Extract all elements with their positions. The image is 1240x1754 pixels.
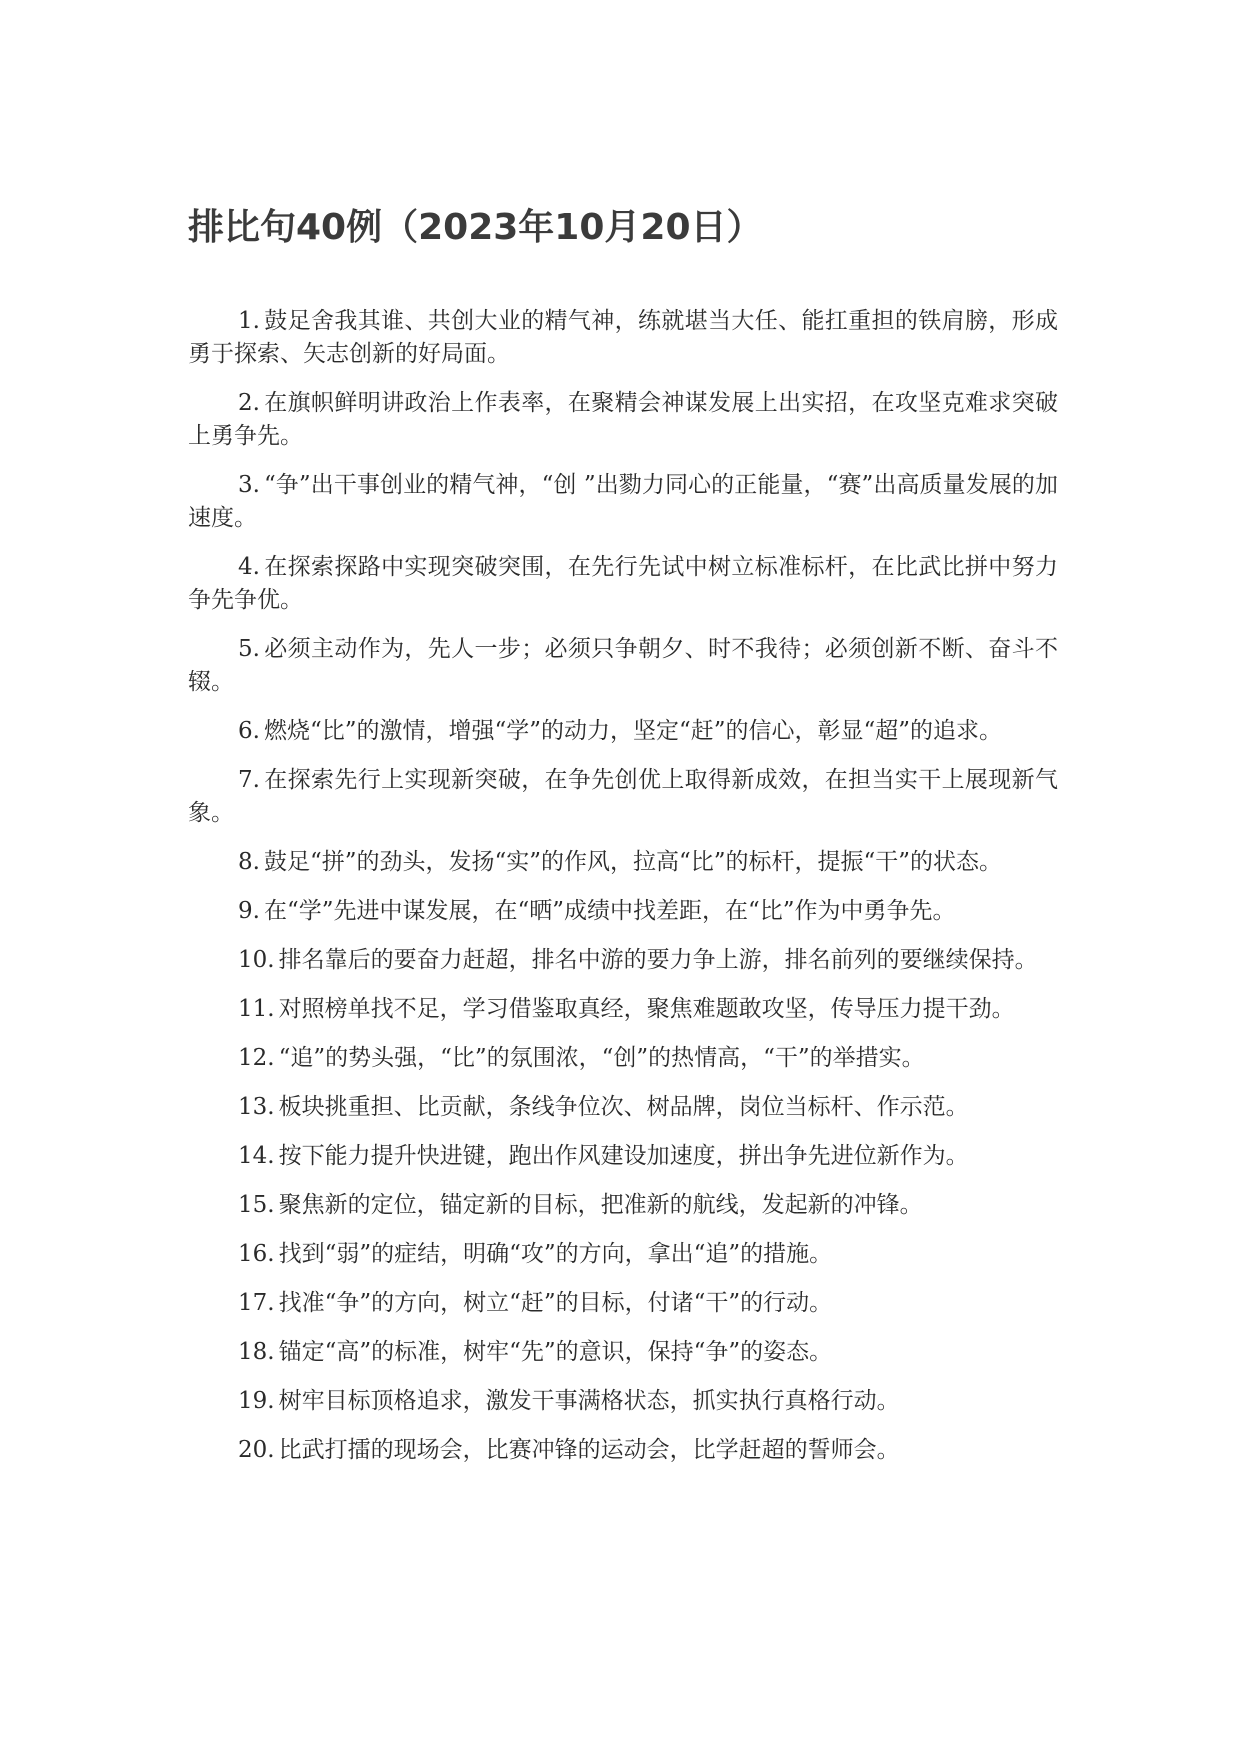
item-text: 聚焦新的定位，锚定新的目标，把准新的航线，发起新的冲锋。	[278, 1192, 923, 1218]
item-number: 6.	[238, 718, 260, 744]
list-item	[188, 764, 1058, 830]
item-number: 15.	[238, 1192, 275, 1218]
item-number: 3.	[238, 472, 260, 498]
item-number: 9.	[238, 898, 260, 924]
list-item	[188, 305, 1058, 371]
list-item	[188, 633, 1058, 699]
item-text: 在探索探路中实现突破突围，在先行先试中树立标准标杆，在比武比拼中努力争先争优。	[188, 554, 1058, 613]
item-text: “争”出干事创业的精气神，“创 ”出勠力同心的正能量，“赛”出高质量发展的加速度。	[188, 472, 1058, 531]
item-number: 5.	[238, 636, 260, 662]
item-text: 树牢目标顶格追求，激发干事满格状态，抓实执行真格行动。	[278, 1388, 900, 1414]
item-number: 11.	[238, 996, 275, 1022]
list-item	[188, 944, 1058, 977]
list-item	[188, 387, 1058, 453]
item-number: 2.	[238, 390, 260, 416]
item-text: 板块挑重担、比贡献，条线争位次、树品牌，岗位当标杆、作示范。	[278, 1094, 969, 1120]
item-text: 排名靠后的要奋力赶超，排名中游的要力争上游，排名前列的要继续保持。	[278, 947, 1038, 973]
item-number: 20.	[238, 1437, 275, 1463]
list-item	[188, 1189, 1058, 1222]
list-item	[188, 469, 1058, 535]
item-number: 7.	[238, 767, 260, 793]
list-item	[188, 1287, 1058, 1320]
list-item	[188, 551, 1058, 617]
list-item	[188, 993, 1058, 1026]
item-number: 16.	[238, 1241, 275, 1267]
item-number: 12.	[238, 1045, 275, 1071]
list-item	[188, 895, 1058, 928]
item-text: 在探索先行上实现新突破，在争先创优上取得新成效，在担当实干上展现新气象。	[188, 767, 1058, 826]
item-number: 8.	[238, 849, 260, 875]
list-item	[188, 1140, 1058, 1173]
sentence-list	[188, 305, 1058, 1483]
list-item	[188, 1434, 1058, 1467]
item-text: “追”的势头强，“比”的氛围浓，“创”的热情高，“干”的举措实。	[278, 1045, 925, 1071]
item-text: 锚定“高”的标准，树牢“先”的意识，保持“争”的姿态。	[278, 1339, 833, 1365]
item-number: 18.	[238, 1339, 275, 1365]
item-number: 14.	[238, 1143, 275, 1169]
item-text: 找准“争”的方向，树立“赶”的目标，付诸“干”的行动。	[278, 1290, 833, 1316]
list-item	[188, 1238, 1058, 1271]
item-text: 在“学”先进中谋发展，在“晒”成绩中找差距，在“比”作为中勇争先。	[263, 898, 956, 924]
page-title: 排比句40例（2023年10月20日）	[188, 207, 763, 248]
list-item	[188, 1091, 1058, 1124]
item-text: 按下能力提升快进键，跑出作风建设加速度，拼出争先进位新作为。	[278, 1143, 969, 1169]
item-text: 鼓足“拼”的劲头，发扬“实”的作风，拉高“比”的标杆，提振“干”的状态。	[263, 849, 1003, 875]
item-text: 比武打擂的现场会，比赛冲锋的运动会，比学赶超的誓师会。	[278, 1437, 900, 1463]
item-number: 1.	[238, 308, 260, 334]
list-item	[188, 1042, 1058, 1075]
list-item	[188, 715, 1058, 748]
list-item	[188, 1385, 1058, 1418]
item-text: 鼓足舍我其谁、共创大业的精气神，练就堪当大任、能扛重担的铁肩膀，形成勇于探索、矢志创新的好局面。	[188, 308, 1058, 367]
item-text: 燃烧“比”的激情，增强“学”的动力，坚定“赶”的信心，彰显“超”的追求。	[263, 718, 1003, 744]
item-text: 必须主动作为，先人一步；必须只争朝夕、时不我待；必须创新不断、奋斗不辍。	[188, 636, 1058, 695]
item-number: 4.	[238, 554, 260, 580]
item-number: 19.	[238, 1388, 275, 1414]
item-text: 在旗帜鲜明讲政治上作表率，在聚精会神谋发展上出实招，在攻坚克难求突破上勇争先。	[188, 390, 1058, 449]
item-number: 17.	[238, 1290, 275, 1316]
list-item	[188, 846, 1058, 879]
item-number: 13.	[238, 1094, 275, 1120]
item-text: 对照榜单找不足，学习借鉴取真经，聚焦难题敢攻坚，传导压力提干劲。	[278, 996, 1015, 1022]
item-number: 10.	[238, 947, 275, 973]
list-item	[188, 1336, 1058, 1369]
item-text: 找到“弱”的症结，明确“攻”的方向，拿出“追”的措施。	[278, 1241, 833, 1267]
